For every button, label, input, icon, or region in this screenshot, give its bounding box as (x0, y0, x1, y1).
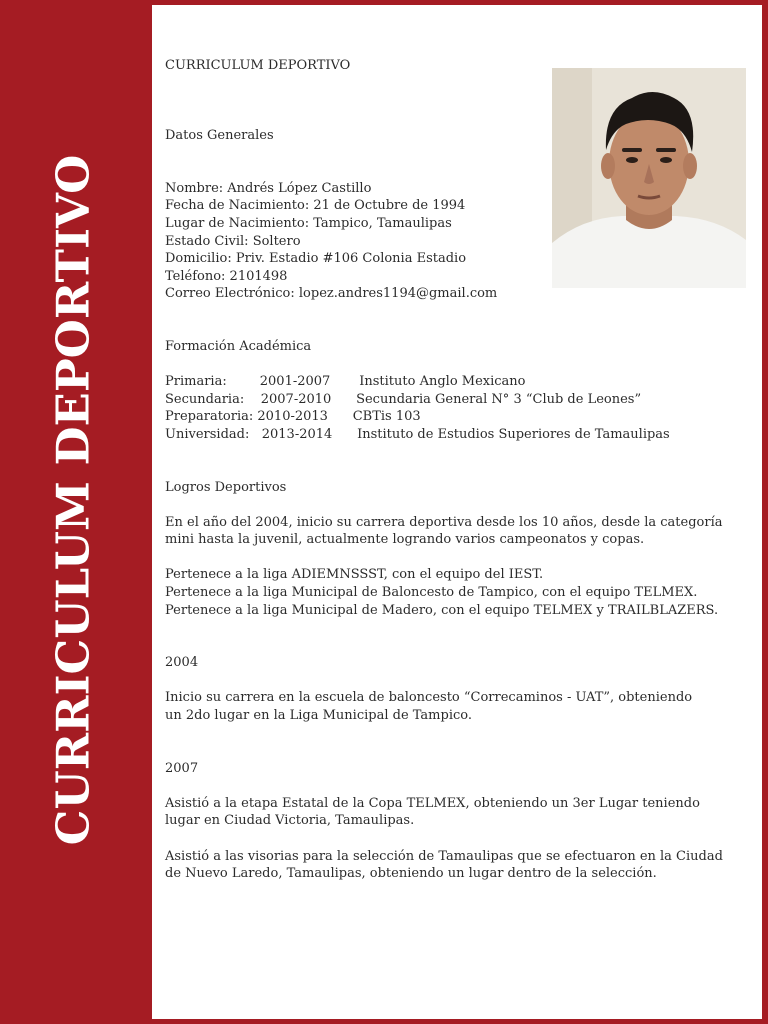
paragraph-line: un 2do lugar en la Liga Municipal de Tampico. (165, 708, 473, 724)
field-fecha: Fecha de Nacimiento: 21 de Octubre de 1994 (165, 198, 466, 214)
paragraph-line: Inicio su carrera en la escuela de baloncesto “Correcaminos - UAT”, obteniendo (165, 690, 693, 706)
liga-line: Pertenece a la liga Municipal de Baloncesto de Tampico, con el equipo TELMEX. (165, 585, 698, 601)
field-estado-civil: Estado Civil: Soltero (165, 233, 301, 249)
education-row: Universidad: 2013-2014 Instituto de Estudios Superiores de Tamaulipas (165, 426, 670, 442)
education-row: Secundaria: 2007-2010 Secundaria General N° 3 “Club de Leones” (165, 391, 642, 407)
education-row: Preparatoria: 2010-2013 CBTis 103 (165, 409, 421, 425)
paragraph-line: lugar en Ciudad Victoria, Tamaulipas. (165, 813, 415, 829)
field-nombre: Nombre: Andrés López Castillo (165, 180, 372, 196)
field-telefono: Teléfono: 2101498 (165, 268, 288, 284)
document-page (152, 5, 762, 1019)
year-heading-2007: 2007 (165, 760, 199, 776)
page-title: CURRICULUM DEPORTIVO (165, 58, 351, 73)
document-content (165, 57, 755, 883)
sidebar-title: CURRICULUM DEPORTIVO (46, 154, 100, 846)
sidebar (0, 0, 152, 1024)
field-domicilio: Domicilio: Priv. Estadio #106 Colonia Estadio (165, 251, 467, 267)
field-lugar: Lugar de Nacimiento: Tampico, Tamaulipas (165, 215, 452, 231)
section-heading-logros: Logros Deportivos (165, 479, 287, 495)
section-heading-datos: Datos Generales (165, 128, 274, 144)
paragraph-line: mini hasta la juvenil, actualmente logrando varios campeonatos y copas. (165, 532, 645, 548)
liga-line: Pertenece a la liga Municipal de Madero, con el equipo TELMEX y TRAILBLAZERS. (165, 602, 719, 618)
liga-line: Pertenece a la liga ADIEMNSSST, con el equipo del IEST. (165, 567, 544, 583)
section-heading-formacion: Formación Académica (165, 338, 312, 354)
field-correo: Correo Electrónico: lopez.andres1194@gmail.com (165, 286, 498, 302)
paragraph-line: Asistió a la etapa Estatal de la Copa TELMEX, obteniendo un 3er Lugar teniendo (165, 795, 700, 811)
paragraph-line: En el año del 2004, inicio su carrera deportiva desde los 10 años, desde la categoría (165, 514, 723, 530)
paragraph-line: Asistió a las visorias para la selección de Tamaulipas que se efectuaron en la Ciudad (165, 848, 723, 864)
year-heading-2004: 2004 (165, 655, 199, 671)
education-row: Primaria: 2001-2007 Instituto Anglo Mexicano (165, 374, 526, 390)
paragraph-line: de Nuevo Laredo, Tamaulipas, obteniendo un lugar dentro de la selección. (165, 866, 657, 882)
